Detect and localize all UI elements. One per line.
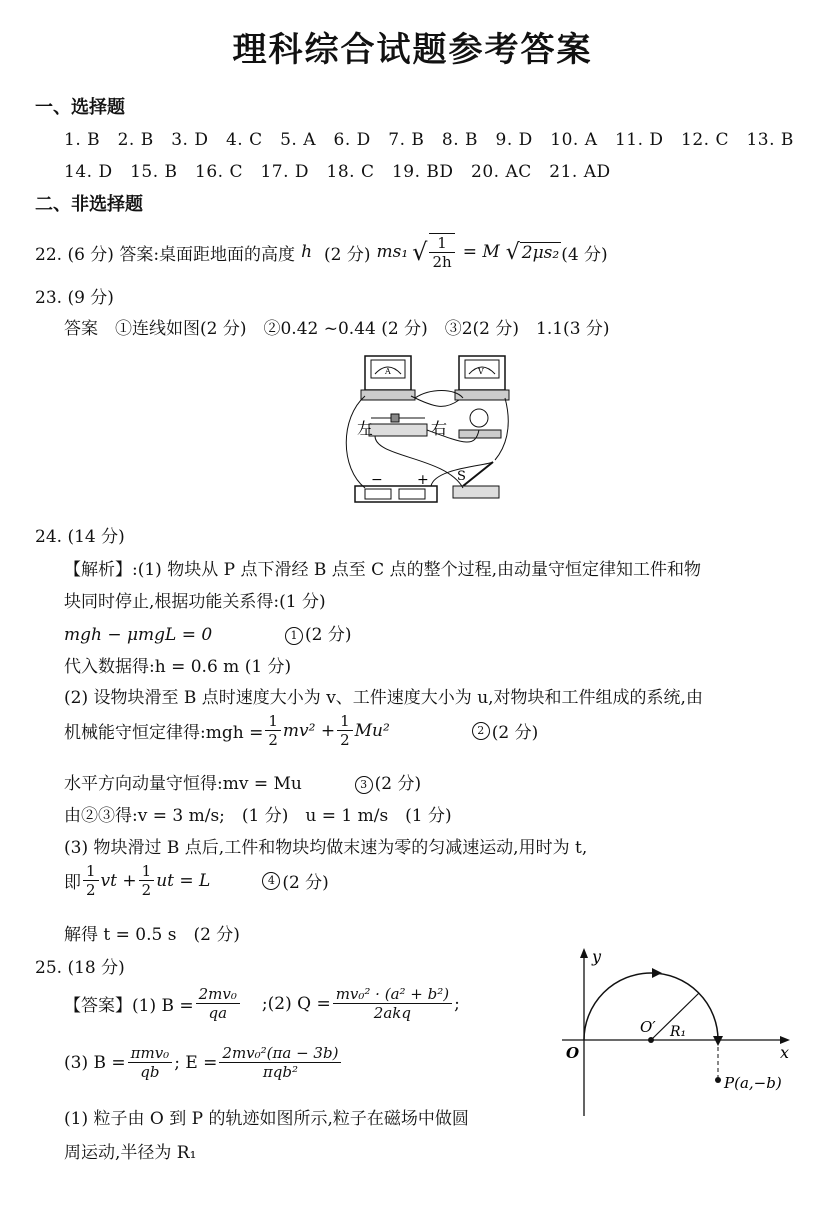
fraction-half [265, 712, 281, 749]
frac-num: 1 [83, 862, 99, 881]
frac-den: 2 [340, 731, 350, 749]
label-left: 左 [357, 419, 374, 438]
q25-p1: (1) 粒子由 O 到 P 的轨迹如图所示,粒子在磁场中做圆 [64, 1109, 469, 1129]
q22-frac-den: 2h [432, 253, 452, 271]
q24-p6-text: 水平方向动量守恒得:mv = Mu [64, 774, 302, 794]
q24-p5-mid1: mv² + [282, 720, 336, 741]
q25-ans-prefix: 【答案】(1) B = [64, 996, 194, 1016]
frac-num: 1 [337, 712, 353, 731]
sqrt-sign-icon: √ [412, 238, 428, 266]
q24-p9-prefix: 即 [64, 873, 81, 893]
q24-p5-prefix: 机械能守恒定律得:mgh = [64, 723, 264, 743]
frac-num: 2mv₀ [196, 985, 240, 1004]
q24-p5-score: (2 分) [491, 723, 539, 743]
fraction-half [337, 712, 353, 749]
q25-ans-end: ; [454, 993, 460, 1014]
frac-num: 1 [139, 862, 155, 881]
frac-num: 2mv₀²(πa − 3b) [219, 1044, 341, 1063]
q25-answer-line-1 [64, 985, 460, 1022]
q25-ans3-mid: ; E = [174, 1052, 218, 1073]
frac-den: πqb² [262, 1063, 298, 1081]
frac-den: 2 [86, 881, 96, 899]
battery-minus: − [371, 472, 383, 488]
q25-ans3-prefix: (3) B = [64, 1052, 126, 1073]
q22-label: 22. (6 分) 答案:桌面距地面的高度 [35, 244, 296, 265]
q24-p5 [64, 712, 538, 749]
frac-den: 2 [141, 881, 152, 899]
circled-number-icon: 2 [472, 722, 490, 740]
frac-den: qb [140, 1063, 160, 1081]
circuit-diagram [335, 348, 510, 506]
q25-answer-line-2 [64, 1044, 343, 1081]
battery-icon [355, 486, 437, 502]
q22-eq: = M [462, 242, 500, 262]
q24-p9-mid1: vt + [100, 870, 137, 891]
frac-num: πmv₀ [128, 1044, 173, 1063]
fraction-E [219, 1044, 341, 1081]
q24-p5-mid2: Mu² [354, 720, 390, 741]
q24-p8: (3) 物块滑过 B 点后,工件和物块均做末速为零的匀减速运动,用时为 t, [64, 838, 588, 858]
q23-label: 23. (9 分) [35, 288, 114, 308]
q24-p1: 【解析】:(1) 物块从 P 点下滑经 B 点至 C 点的整个过程,由动量守恒定律知工件和物 [64, 560, 701, 580]
voltmeter-icon [455, 356, 509, 400]
q22-frac-num: 1 [429, 234, 454, 253]
q22-sqrt-2: 2μs₂ [521, 242, 560, 263]
ammeter-icon [361, 356, 415, 400]
battery-plus: + [417, 472, 429, 488]
q25-ans-mid: ;(2) Q = [261, 993, 331, 1014]
label-right: 右 [431, 419, 448, 438]
direction-arrow-icon [652, 968, 662, 978]
q24-p7: 由②③得:v = 3 m/s; (1 分) u = 1 m/s (1 分) [64, 806, 452, 826]
circled-number-icon: 1 [285, 627, 303, 645]
q23-answer: 答案 ①连线如图(2 分) ②0.42 ~0.44 (2 分) ③2(2 分) 1.1(3 分) [64, 319, 610, 339]
q25-label: 25. (18 分) [35, 958, 125, 978]
q24-p9 [64, 862, 329, 899]
q22-fraction [429, 233, 454, 271]
q24-p9-mid2: ut = L [156, 870, 211, 891]
q22-score-2: (4 分) [561, 244, 608, 265]
q24-p4: (2) 设物块滑至 B 点时速度大小为 v、工件速度大小为 u,对物块和工件组成的系统,由 [64, 688, 703, 708]
y-axis-arrow-icon [580, 948, 588, 958]
q22-h: h [301, 242, 313, 262]
q22-ms1: ms₁ [376, 242, 409, 262]
ammeter-label: A [385, 367, 391, 376]
q24-p6 [64, 769, 421, 794]
q24-p9-score: (2 分) [282, 873, 329, 893]
q24-label: 24. (14 分) [35, 527, 125, 547]
point-P [715, 1077, 721, 1083]
fraction-half [139, 862, 155, 899]
q25-p2: 周运动,半径为 R₁ [64, 1143, 197, 1163]
section-heading-nonchoice: 二、非选择题 [35, 194, 143, 215]
circled-number-icon: 4 [262, 872, 280, 890]
section-heading-choice: 一、选择题 [35, 97, 125, 118]
choice-answers-row-1: 1. B 2. B 3. D 4. C 5. A 6. D 7. B 8. B 9. D 10. A 11. D 12. C 13. B [64, 130, 794, 150]
point-P-label: P(a,−b) [724, 1074, 782, 1092]
fraction-B3 [128, 1044, 173, 1081]
switch-label: S [457, 469, 466, 484]
q24-p6-score: (2 分) [374, 774, 422, 794]
frac-den: 2akq [373, 1004, 411, 1022]
choice-answers-row-2: 14. D 15. B 16. C 17. D 18. C 19. BD 20. AC 21. AD [64, 162, 611, 182]
fraction-half [83, 862, 99, 899]
page-title: 理科综合试题参考答案 [232, 30, 593, 70]
q24-eq1-text: mgh − μmgL = 0 [64, 625, 213, 645]
q22-score-1: (2 分) [324, 244, 371, 265]
x-label: x [780, 1043, 790, 1062]
q24-eq1-score: (2 分) [305, 625, 352, 645]
frac-den: 2 [268, 731, 278, 749]
frac-num: 1 [265, 712, 281, 731]
center-label: O′ [640, 1018, 656, 1036]
fraction-Q [333, 985, 452, 1022]
frac-den: qa [208, 1004, 228, 1022]
q24-p2: 块同时停止,根据功能关系得:(1 分) [64, 592, 326, 612]
y-label: y [592, 947, 602, 966]
q24-p10: 解得 t = 0.5 s (2 分) [64, 925, 240, 945]
q22-line [35, 233, 608, 271]
trajectory-diagram [558, 940, 798, 1120]
fraction-B [196, 985, 240, 1022]
circled-number-icon: 3 [355, 776, 373, 794]
radius-label: R₁ [670, 1024, 687, 1040]
q24-eq1 [64, 620, 352, 645]
frac-num: mv₀² · (a² + b²) [333, 985, 452, 1004]
q24-p3: 代入数据得:h = 0.6 m (1 分) [64, 657, 292, 677]
sqrt-sign-icon: √ [505, 239, 520, 265]
bulb-icon [459, 409, 501, 438]
origin-label: O [566, 1044, 580, 1062]
rheostat-icon [369, 414, 427, 436]
voltmeter-label: V [478, 367, 484, 376]
